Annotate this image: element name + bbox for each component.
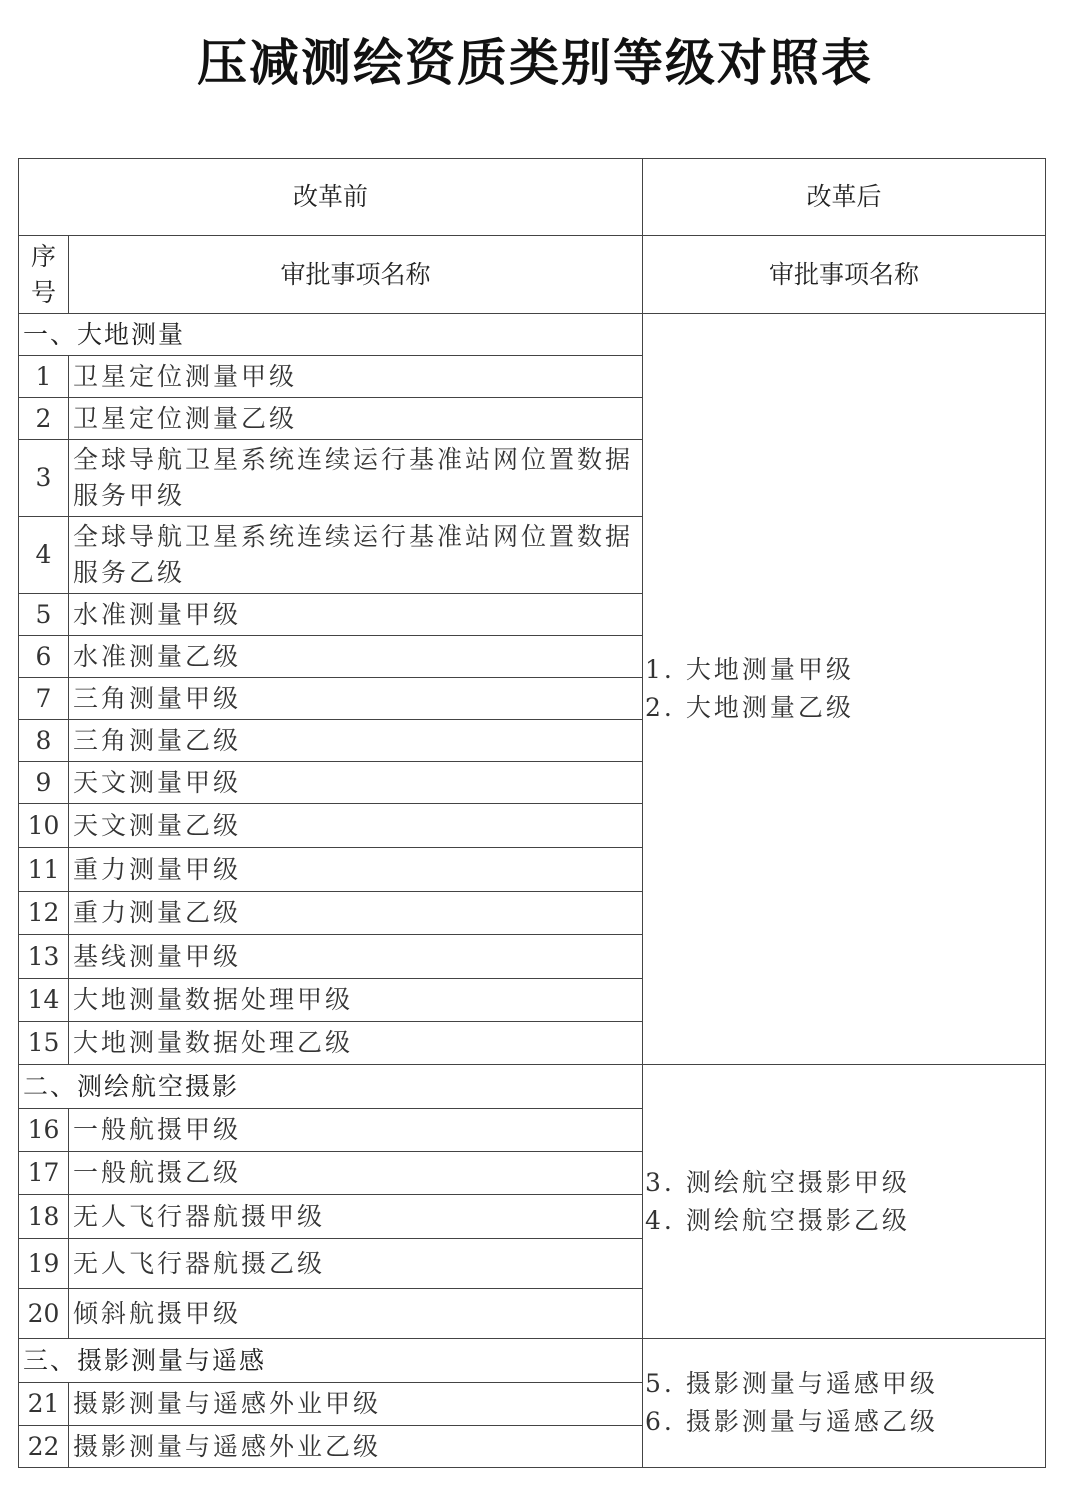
approval-item-name: 三角测量甲级 — [69, 678, 643, 720]
section-title: 三、摄影测量与遥感 — [19, 1339, 643, 1383]
approval-item-name: 天文测量乙级 — [69, 804, 643, 848]
row-number: 7 — [19, 678, 69, 720]
section-title: 二、测绘航空摄影 — [19, 1065, 643, 1109]
section-title: 一、大地测量 — [19, 314, 643, 356]
row-number: 16 — [19, 1109, 69, 1152]
approval-item-name: 倾斜航摄甲级 — [69, 1289, 643, 1339]
approval-item-name: 全球导航卫星系统连续运行基准站网位置数据服务乙级 — [69, 517, 643, 594]
approval-item-name: 一般航摄乙级 — [69, 1152, 643, 1195]
row-number: 4 — [19, 517, 69, 594]
row-number: 22 — [19, 1426, 69, 1468]
row-number: 21 — [19, 1383, 69, 1426]
after-item: 6. 摄影测量与遥感乙级 — [645, 1407, 938, 1436]
seq-header — [19, 236, 69, 314]
row-number: 18 — [19, 1195, 69, 1239]
approval-item-name: 摄影测量与遥感外业甲级 — [69, 1383, 643, 1426]
approval-item-name: 卫星定位测量乙级 — [69, 398, 643, 440]
approval-item-name: 大地测量数据处理乙级 — [69, 1022, 643, 1065]
approval-item-name: 三角测量乙级 — [69, 720, 643, 762]
after-items — [643, 1339, 1046, 1468]
comparison-table — [18, 158, 1046, 1468]
name-header-before: 审批事项名称 — [69, 236, 643, 314]
row-number: 1 — [19, 356, 69, 398]
approval-item-name: 全球导航卫星系统连续运行基准站网位置数据服务甲级 — [69, 440, 643, 517]
approval-item-name: 无人飞行器航摄甲级 — [69, 1195, 643, 1239]
row-number: 2 — [19, 398, 69, 440]
section-row — [19, 1339, 1046, 1383]
row-number: 15 — [19, 1022, 69, 1065]
row-number: 14 — [19, 979, 69, 1022]
row-number: 6 — [19, 636, 69, 678]
approval-item-name: 水准测量甲级 — [69, 594, 643, 636]
approval-item-name: 水准测量乙级 — [69, 636, 643, 678]
approval-item-name: 一般航摄甲级 — [69, 1109, 643, 1152]
section-row — [19, 1065, 1046, 1109]
row-number: 11 — [19, 848, 69, 892]
name-header-after: 审批事项名称 — [643, 236, 1046, 314]
seq-header-bottom: 号 — [30, 277, 56, 307]
row-number: 10 — [19, 804, 69, 848]
after-item: 2. 大地测量乙级 — [645, 693, 854, 722]
row-number: 12 — [19, 892, 69, 935]
row-number: 3 — [19, 440, 69, 517]
row-number: 19 — [19, 1239, 69, 1289]
approval-item-name: 大地测量数据处理甲级 — [69, 979, 643, 1022]
header-row-top — [19, 159, 1046, 236]
header-after: 改革后 — [643, 159, 1046, 236]
row-number: 5 — [19, 594, 69, 636]
row-number: 13 — [19, 935, 69, 979]
approval-item-name: 摄影测量与遥感外业乙级 — [69, 1426, 643, 1468]
section-row — [19, 314, 1046, 356]
row-number: 17 — [19, 1152, 69, 1195]
after-item: 4. 测绘航空摄影乙级 — [645, 1205, 910, 1235]
after-item: 3. 测绘航空摄影甲级 — [645, 1167, 910, 1197]
header-before: 改革前 — [19, 159, 643, 236]
after-items — [643, 314, 1046, 1065]
approval-item-name: 基线测量甲级 — [69, 935, 643, 979]
after-item: 1. 大地测量甲级 — [645, 655, 854, 684]
after-item: 5. 摄影测量与遥感甲级 — [645, 1369, 938, 1398]
approval-item-name: 重力测量甲级 — [69, 848, 643, 892]
seq-header-top: 序 — [30, 241, 56, 271]
page-title: 压减测绘资质类别等级对照表 — [197, 34, 873, 92]
row-number: 8 — [19, 720, 69, 762]
approval-item-name: 卫星定位测量甲级 — [69, 356, 643, 398]
after-items — [643, 1065, 1046, 1339]
approval-item-name: 天文测量甲级 — [69, 762, 643, 804]
row-number: 9 — [19, 762, 69, 804]
row-number: 20 — [19, 1289, 69, 1339]
header-row-names — [19, 236, 1046, 314]
approval-item-name: 无人飞行器航摄乙级 — [69, 1239, 643, 1289]
approval-item-name: 重力测量乙级 — [69, 892, 643, 935]
